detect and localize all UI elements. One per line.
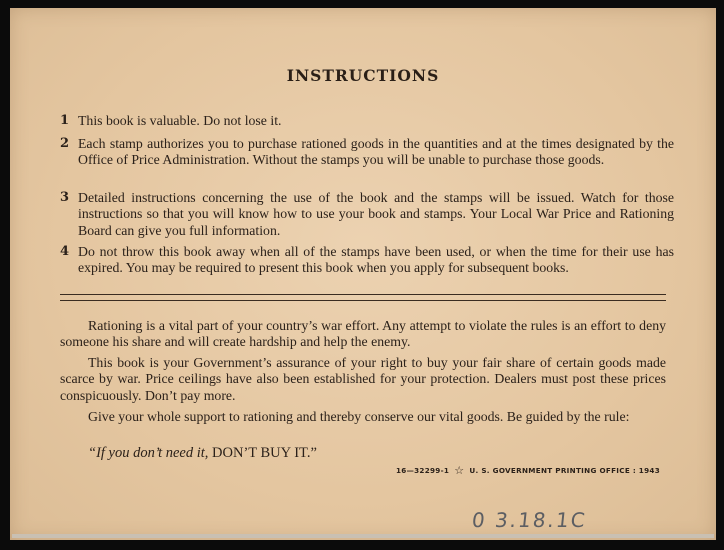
page-edge [12,534,714,538]
page-title: INSTRUCTIONS [286,66,440,85]
motto [88,445,317,462]
handwritten-note: 0 3.18.1C [470,508,588,532]
instruction-text: Each stamp authorizes you to purchase rationed goods in the quantities and at the times designated by the Office of Price Administration. Without the stamps you will be unable to purchase those goods. [78,136,674,168]
instruction-number: 1 [60,113,70,128]
instruction-number: 4 [60,244,70,259]
assurance-paragraph: This book is your Government’s assurance of your right to buy your fair share of certain goods made scarce by war. Price ceilings have also been established for your protection. Dealers must post these prices conspicuously. Don’t pay more. [60,355,666,403]
double-rule-divider [60,294,666,301]
instruction-number: 2 [60,136,70,151]
support-paragraph: Give your whole support to rationing and thereby conserve our vital goods. Be guided by the rule: [88,409,630,424]
printer-imprint [396,464,676,477]
instruction-number: 3 [60,190,70,205]
instruction-text: Do not throw this book away when all of the stamps have been used, or when the time for their use has expired. You may be required to present this book when you apply for subsequent books. [78,244,674,276]
instruction-text: This book is valuable. Do not lose it. [78,113,282,128]
instruction-text: Detailed instructions concerning the use of the book and the stamps will be issued. Watch for those instructions so that you will know how to use your book and stamps. Your Local War Price and Rationing Board can give you full information. [78,190,674,238]
ration-book-page [10,8,716,540]
motto-italic: “If you don’t need it, [88,445,209,461]
printer-code: 16—32299-1 [396,466,450,475]
star-icon: ☆ [454,464,465,477]
rationing-paragraph: Rationing is a vital part of your country’s war effort. Any attempt to violate the rules is an effort to deny someone his share and will create hardship and help the enemy. [60,318,666,350]
motto-caps: DON’T BUY IT.” [212,445,317,461]
printer-office: U. S. GOVERNMENT PRINTING OFFICE : 1943 [469,466,661,475]
